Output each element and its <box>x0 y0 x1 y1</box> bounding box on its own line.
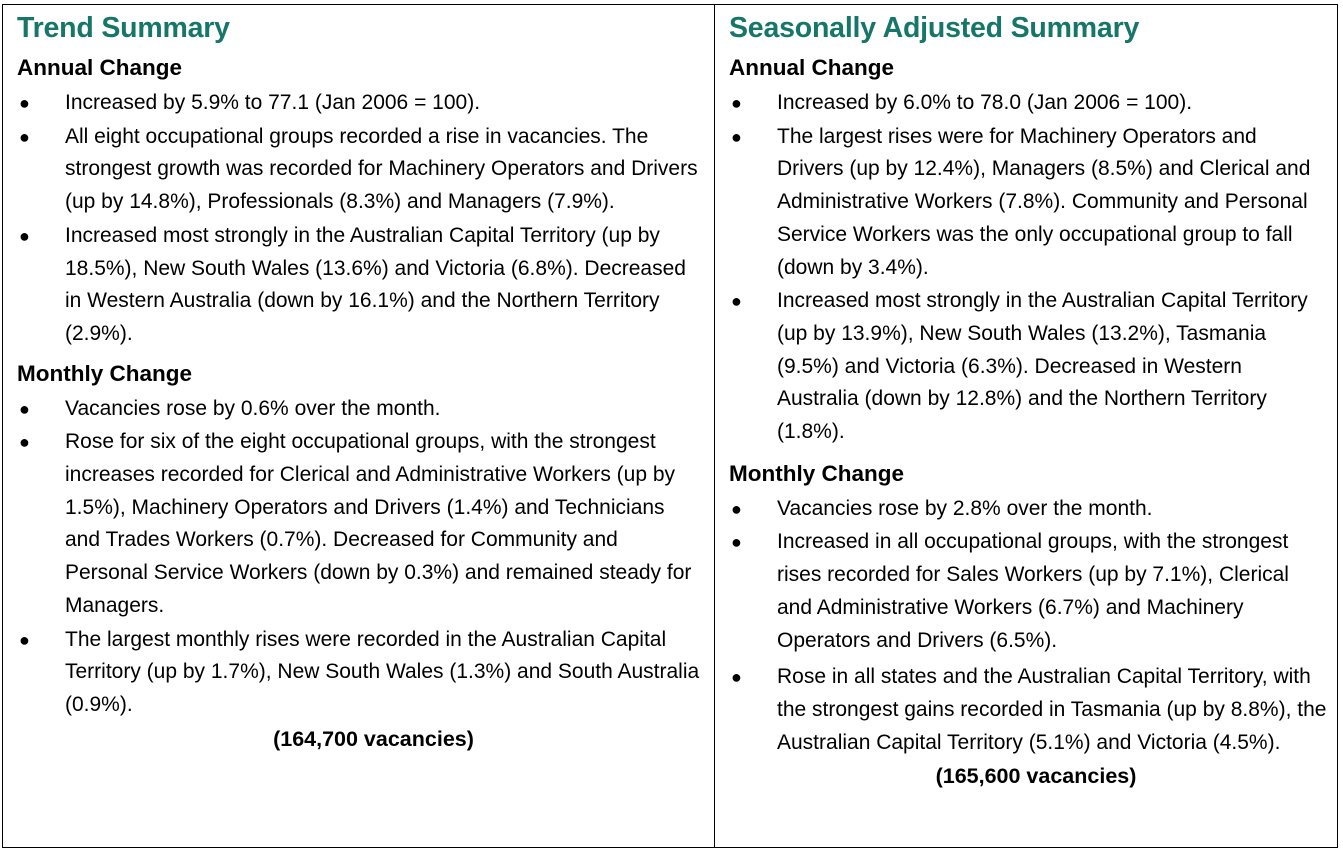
trend-total-vacancies: (164,700 vacancies) <box>273 726 474 751</box>
bullet-icon: ● <box>731 291 742 312</box>
bullet-icon: ● <box>731 126 742 147</box>
seasonal-monthly-list <box>729 493 1327 760</box>
trend-summary-title: Trend Summary <box>17 12 230 44</box>
list-item-text: Vacancies rose by 0.6% over the month. <box>65 396 441 420</box>
bullet-icon: ● <box>19 398 30 419</box>
list-item-text: All eight occupational groups recorded a rise in vacancies. The strongest growth was recorded for Machinery Operators and Drivers (up by 14.8%), Professionals (8.3%) and Managers (7.9%). <box>65 124 698 214</box>
list-item <box>17 393 700 426</box>
seasonal-annual-heading: Annual Change <box>729 55 895 80</box>
list-item-text: Rose for six of the eight occupational groups, with the strongest increases recorded for Clerical and Administrative Workers (up by 1.5%), Machinery Operators and Drivers (1.4%) and Technicians and Trades Workers (0.7%). Decreased for Community and Personal Service Workers (down by 0.3%) and remained steady for Managers. <box>65 430 692 617</box>
list-item-text: Increased most strongly in the Australian Capital Territory (up by 13.9%), New South Wales (13.2%), Tasmania (9.5%) and Victoria (6.3%). Decreased in Western Australia (down by 12.8%) and the Northern Territory (1.8%). <box>777 289 1308 444</box>
list-item-text: Rose in all states and the Australian Capital Territory, with the strongest gains recorded in Tasmania (up by 8.8%), the Australian Capital Territory (5.1%) and Victoria (4.5%). <box>777 665 1327 754</box>
bullet-icon: ● <box>19 629 30 650</box>
list-item <box>17 624 700 722</box>
list-item-text: The largest rises were for Machinery Operators and Drivers (up by 12.4%), Managers (8.5%) and Clerical and Administrative Workers (7.8%). Community and Personal Service Workers was the only occupational group to fall (down by 3.4%). <box>777 124 1311 279</box>
list-item <box>729 493 1327 526</box>
list-item <box>729 87 1327 120</box>
bullet-icon: ● <box>731 532 742 553</box>
list-item-text: Increased in all occupational groups, with the strongest rises recorded for Sales Workers (up by 7.1%), Clerical and Administrative Workers (6.7%) and Machinery Operators and Drivers (6.5%). <box>777 530 1289 652</box>
list-item-text: Vacancies rose by 2.8% over the month. <box>777 496 1153 520</box>
list-item <box>17 426 700 622</box>
bullet-icon: ● <box>19 432 30 453</box>
trend-annual-list <box>17 87 700 351</box>
seasonal-summary-title: Seasonally Adjusted Summary <box>729 12 1140 44</box>
list-item <box>729 661 1327 759</box>
bullet-icon: ● <box>19 225 30 246</box>
bullet-icon: ● <box>731 93 742 113</box>
bullet-icon: ● <box>731 667 742 688</box>
seasonal-summary-column <box>715 5 1337 847</box>
seasonal-annual-list <box>729 87 1327 449</box>
trend-summary-column <box>3 5 715 847</box>
list-item-text: Increased most strongly in the Australian Capital Territory (up by 18.5%), New South Wales (13.6%) and Victoria (6.8%). Decreased in Western Australia (down by 16.1%) and the Northern Territory (2.9%). <box>65 223 686 345</box>
summary-table <box>2 4 1338 848</box>
trend-monthly-heading: Monthly Change <box>17 360 192 386</box>
list-item-text: Increased by 5.9% to 77.1 (Jan 2006 = 100). <box>65 91 481 114</box>
list-item-text: The largest monthly rises were recorded in the Australian Capital Territory (up by 1.7%), New South Wales (1.3%) and South Australia (0.9%). <box>65 627 700 716</box>
list-item <box>729 285 1327 449</box>
seasonal-total-vacancies: (165,600 vacancies) <box>935 764 1137 789</box>
list-item-text: Increased by 6.0% to 78.0 (Jan 2006 = 100). <box>777 91 1193 114</box>
trend-annual-heading: Annual Change <box>17 55 183 80</box>
bullet-icon: ● <box>19 126 30 147</box>
list-item <box>17 121 700 219</box>
list-item <box>17 87 700 120</box>
bullet-icon: ● <box>731 498 742 519</box>
list-item <box>729 526 1327 657</box>
seasonal-monthly-heading: Monthly Change <box>729 460 904 486</box>
list-item <box>729 121 1327 285</box>
trend-monthly-list <box>17 393 700 722</box>
bullet-icon: ● <box>19 93 30 113</box>
list-item <box>17 220 700 351</box>
